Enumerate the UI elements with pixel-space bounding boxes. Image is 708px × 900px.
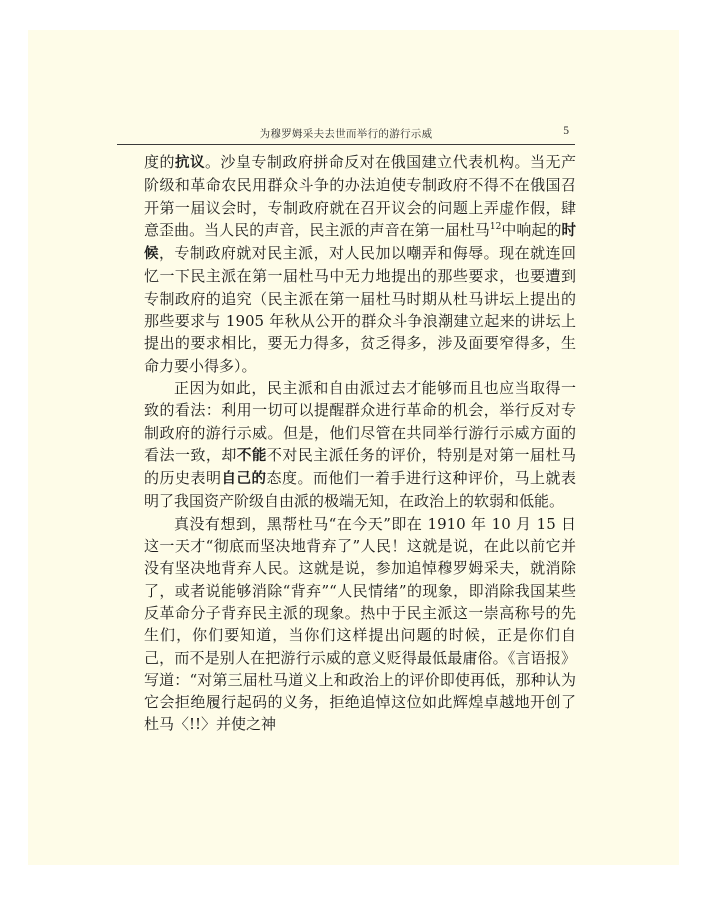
emphasis-own: 自己的 xyxy=(221,471,267,488)
emphasis-time: 时候 xyxy=(144,222,576,263)
paragraph-1 xyxy=(144,151,576,377)
paragraph-2 xyxy=(144,377,576,513)
paragraph-1-text-c: 中响起的 xyxy=(501,220,562,239)
running-header xyxy=(117,122,575,145)
emphasis-cannot: 不能 xyxy=(236,447,267,464)
paragraph-2-text-c: 态度。而他们一着手进行这种评价，马上就表明了我国资产阶级自由派的极端无知，在政治上的软弱和低能。 xyxy=(144,469,576,511)
header-title: 为穆罗姆采夫去世而举行的游行示威 xyxy=(259,128,433,140)
paragraph-1-text-d: ，专制政府就对民主派，对人民加以嘲弄和侮辱。现在就连回忆一下民主派在第一届杜马中无力地提出的那些要求，也要遭到专制政府的追究（民主派在第一届杜马时期从杜马讲坛上提出的那些要求与 1905 年秋从公开的群众斗争浪潮建立起来的讲坛上提出的要求相比，要无力得多，贫乏得多，涉及面要窄得多，生命力要小得多）。 xyxy=(144,244,576,375)
body-text xyxy=(144,151,576,736)
page-number: 5 xyxy=(563,125,569,137)
emphasis-protest: 抗议 xyxy=(174,155,205,171)
paragraph-1-text-a: 度的 xyxy=(144,153,175,171)
footnote-ref-12: 12 xyxy=(489,221,502,232)
paragraph-1-text-b: 。沙皇专制政府拼命反对在俄国建立代表机构。当无产阶级和革命农民用群众斗争的办法迫使专制政府不得不在俄国召开第一届议会时，专制政府就在召开议会的问题上弄虚作假，肆意歪曲。当人民的声音，民主派的声音在第一届杜马 xyxy=(144,153,576,239)
paragraph-3: 真没有想到，黑帮杜马“在今天”即在 1910 年 10 月 15 日这一天才“彻底而坚决地背弃了”人民！这就是说，在此以前它并没有坚决地背弃人民。这就是说，参加追悼穆罗姆采夫，就消除了，或者说能够消除“背弃”“人民情绪”的现象，即消除我国某些反革命分子背弃民主派的现象。热中于民主派这一崇高称号的先生们，你们要知道，当你们这样提出问题的时候，正是你们自己，而不是别人在把游行示威的意义贬得最低最庸俗。《言语报》写道：“对第三届杜马道义上和政治上的评价即使再低，那种认为它会拒绝履行起码的义务，拒绝追悼这位如此辉煌卓越地开创了杜马〈!!〉并使之神 xyxy=(144,514,576,734)
paragraph-2-text-a: 正因为如此，民主派和自由派过去才能够而且也应当取得一致的看法：利用一切可以提醒群众进行革命的机会，举行反对专制政府的游行示威。但是，他们尽管在共同举行游行示威方面的看法一致，却 xyxy=(144,378,576,464)
paragraph-2-text-b: 不对民主派任务的评价，特别是对第一届杜马的历史表明 xyxy=(144,445,576,488)
